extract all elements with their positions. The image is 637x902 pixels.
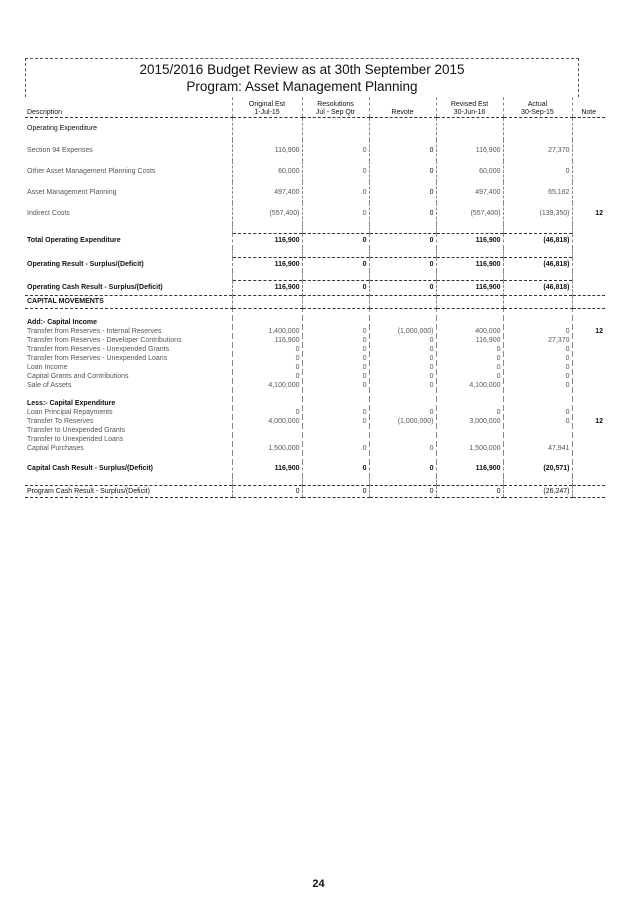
budget-sheet: [25, 58, 605, 498]
header-resolutions: Resolutions Jul - Sep Qtr: [302, 97, 369, 118]
title-box: [25, 58, 579, 97]
capital-heading-row: [25, 295, 605, 308]
operating-result-row: Operating Result - Surplus/(Deficit) 116,900 0 0 116,900 (46,818): [25, 257, 605, 271]
table-row: Transfer from Reserves - Internal Reserves 1,400,000 0 (1,000,000) 400,000 0 12: [27, 327, 603, 335]
page-number: 24: [312, 878, 325, 890]
total-operating-row: Total Operating Expenditure 116,900 0 0 116,900 (46,818): [25, 234, 605, 248]
header-revote: Revote: [369, 97, 436, 118]
operating-cash-row: Operating Cash Result - Surplus/(Deficit) 116,900 0 0 116,900 (46,818): [25, 281, 605, 296]
table-row: Other Asset Management Planning Costs 60,000 0 0 60,000 0: [25, 161, 605, 182]
header-row: [25, 97, 605, 118]
table-row: Transfer from Reserves - Unexpended Loans 0 0 0 0 0: [25, 354, 605, 363]
program-cash-row: Program Cash Result - Surplus/(Deficit) 0 0 0 0 (26,247): [25, 485, 605, 497]
table-row: Capital Purchases 1,500,000 0 0 1,500,000 47,941: [25, 444, 605, 453]
income-heading-row: [25, 318, 605, 327]
report-title: 2015/2016 Budget Review as at 30th September 2015: [139, 62, 465, 77]
header-note: Note: [572, 97, 605, 118]
capital-heading: CAPITAL MOVEMENTS: [25, 295, 232, 308]
section-heading-row: [25, 118, 605, 141]
capital-cash-row: Capital Cash Result - Surplus/(Deficit) 116,900 0 0 116,900 (20,571): [25, 462, 605, 476]
table-row: Transfer to Unexpended Loans: [25, 435, 605, 444]
header-revised-est: Revised Est 30-Jun-16: [436, 97, 503, 118]
table-row: Asset Management Planning 497,400 0 0 497,400 65,162: [25, 182, 605, 203]
table-row: Loan Principal Repayments 0 0 0 0 0: [25, 408, 605, 417]
table-row: Transfer to Unexpended Grants: [25, 426, 605, 435]
expenditure-heading-row: [25, 399, 605, 408]
table-row: Transfer To Reserves 4,000,000 0 (1,000,000) 3,000,000 0 12: [27, 417, 603, 425]
budget-table: [25, 97, 605, 498]
table-row: Sale of Assets 4,100,000 0 0 4,100,000 0: [25, 381, 605, 390]
header-original-est: Original Est 1-Jul-15: [232, 97, 302, 118]
table-row: Indirect Costs (557,400) 0 0 (557,400) (139,350) 12: [25, 203, 605, 224]
table-row: Section 94 Expenses 116,900 0 0 116,900 27,370: [25, 140, 605, 161]
header-actual: Actual 30-Sep-15: [503, 97, 572, 118]
header-description: Description: [25, 97, 232, 118]
program-title: Program: Asset Management Planning: [186, 79, 418, 94]
income-heading: Add:- Capital Income: [27, 318, 98, 326]
operating-heading: Operating Expenditure: [27, 125, 98, 132]
expenditure-heading: Less:- Capital Expenditure: [27, 399, 116, 407]
table-row: Transfer from Reserves - Developer Contributions 116,900 0 0 116,900 27,370: [25, 336, 605, 345]
table-row: Transfer from Reserves - Unexpended Grants 0 0 0 0 0: [25, 345, 605, 354]
table-row: Loan Income 0 0 0 0 0: [25, 363, 605, 372]
table-row: Capital Grants and Contributions 0 0 0 0 0: [25, 372, 605, 381]
